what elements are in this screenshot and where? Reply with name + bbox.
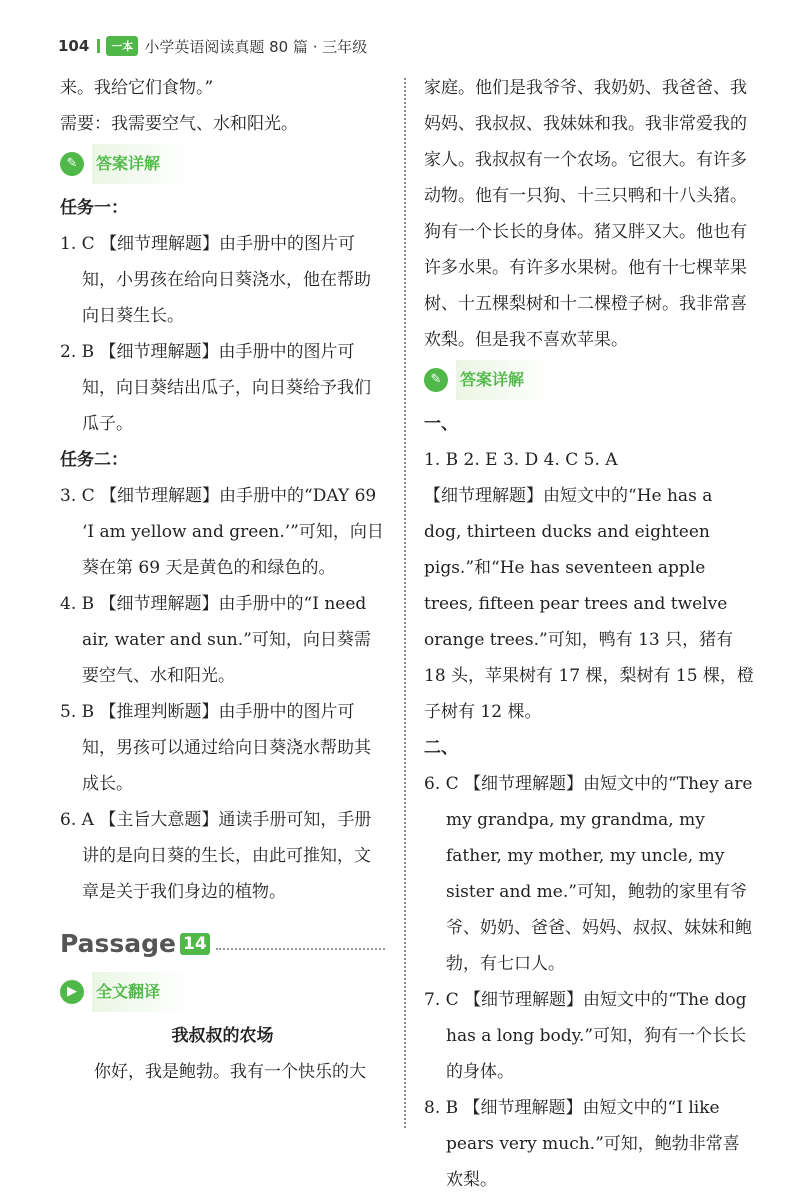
page-number: 104 (58, 37, 90, 55)
answer-section-tag (60, 148, 385, 180)
section-label: 全文翻译 (92, 972, 190, 1012)
header-divider (97, 39, 100, 53)
passage-heading (60, 920, 385, 968)
section-label: 答案详解 (92, 144, 190, 184)
passage-word: Passage (60, 929, 177, 958)
section-number: 二、 (424, 738, 458, 758)
text-line: 来。我给它们食物。” (60, 78, 214, 98)
column-divider (404, 78, 406, 1128)
task-heading: 任务一： (60, 198, 128, 218)
answer-item: 1. C 【细节理解题】由手册中的图片可知，小男孩在给向日葵浇水，他在帮助向日葵生长。 (60, 234, 371, 326)
section-number: 一、 (424, 414, 458, 434)
answer-item: 6. C 【细节理解题】由短文中的“They are my grandpa, my grandma, my father, my mother, my uncle, my sister and me.”可知，鲍勃的家里有爷爷、奶奶、爸爸、妈妈、叔叔、妹妹和鲍勃，有七口人。 (424, 774, 753, 974)
book-title: 小学英语阅读真题 80 篇 · 三年级 (144, 37, 368, 56)
answer-item: 6. A 【主旨大意题】通读手册可知，手册讲的是向日葵的生长，由此可推知，文章是关于我们身边的植物。 (60, 810, 372, 902)
translation-text: 家庭。他们是我爷爷、我奶奶、我爸爸、我妈妈、我叔叔、我妹妹和我。我非常爱我的家人。我叔叔有一个农场。它很大。有许多动物。他有一只狗、十三只鸭和十八头猪。狗有一个长长的身体。猪又胖又大。他也有许多水果。有许多水果树。他有十七棵苹果树、十五棵梨树和十二棵橙子树。我非常喜欢梨。但是我不喜欢苹果。 (424, 78, 747, 350)
answer-item: 2. B 【细节理解题】由手册中的图片可知，向日葵结出瓜子，向日葵给予我们瓜子。 (60, 342, 371, 434)
answer-item: 8. B 【细节理解题】由短文中的“I like pears very much.”可知，鲍勃非常喜欢梨。 (424, 1098, 740, 1190)
leaf-icon: ✎ (60, 152, 84, 176)
translation-title: 我叔叔的农场 (171, 1026, 274, 1046)
page-header (58, 34, 367, 58)
series-logo: 一本 (106, 36, 138, 56)
answer-item: 5. B 【推理判断题】由手册中的图片可知，男孩可以通过给向日葵浇水帮助其成长。 (60, 702, 371, 794)
section-label: 答案详解 (456, 360, 554, 400)
answer-item: 7. C 【细节理解题】由短文中的“The dog has a long body.”可知，狗有一个长长的身体。 (424, 990, 747, 1082)
heading-rule (216, 948, 385, 950)
answer-key: 1. B 2. E 3. D 4. C 5. A (424, 450, 618, 470)
answer-item: 3. C 【细节理解题】由手册中的“DAY 69 ‘I am yellow and green.’”可知，向日葵在第 69 天是黄色的和绿色的。 (60, 486, 384, 578)
left-column (60, 70, 385, 1090)
translation-section-tag (60, 976, 385, 1008)
right-column (424, 70, 754, 1198)
play-icon: ▶ (60, 980, 84, 1004)
leaf-icon: ✎ (424, 368, 448, 392)
answer-item: 4. B 【细节理解题】由手册中的“I need air, water and sun.”可知，向日葵需要空气、水和阳光。 (60, 594, 371, 686)
passage-number: 14 (180, 933, 210, 955)
explanation: 【细节理解题】由短文中的“He has a dog, thirteen ducks and eighteen pigs.”和“He has seventeen apple trees, fifteen pear trees and twelve orange trees.”可知，鸭有 13 只，猪有 18 头，苹果树有 17 棵，梨树有 15 棵，橙子树有 12 棵。 (424, 486, 754, 722)
text-line: 需要：我需要空气、水和阳光。 (60, 114, 298, 134)
translation-text: 你好，我是鲍勃。我有一个快乐的大 (94, 1062, 366, 1082)
answer-section-tag (424, 364, 754, 396)
task-heading: 任务二： (60, 450, 128, 470)
